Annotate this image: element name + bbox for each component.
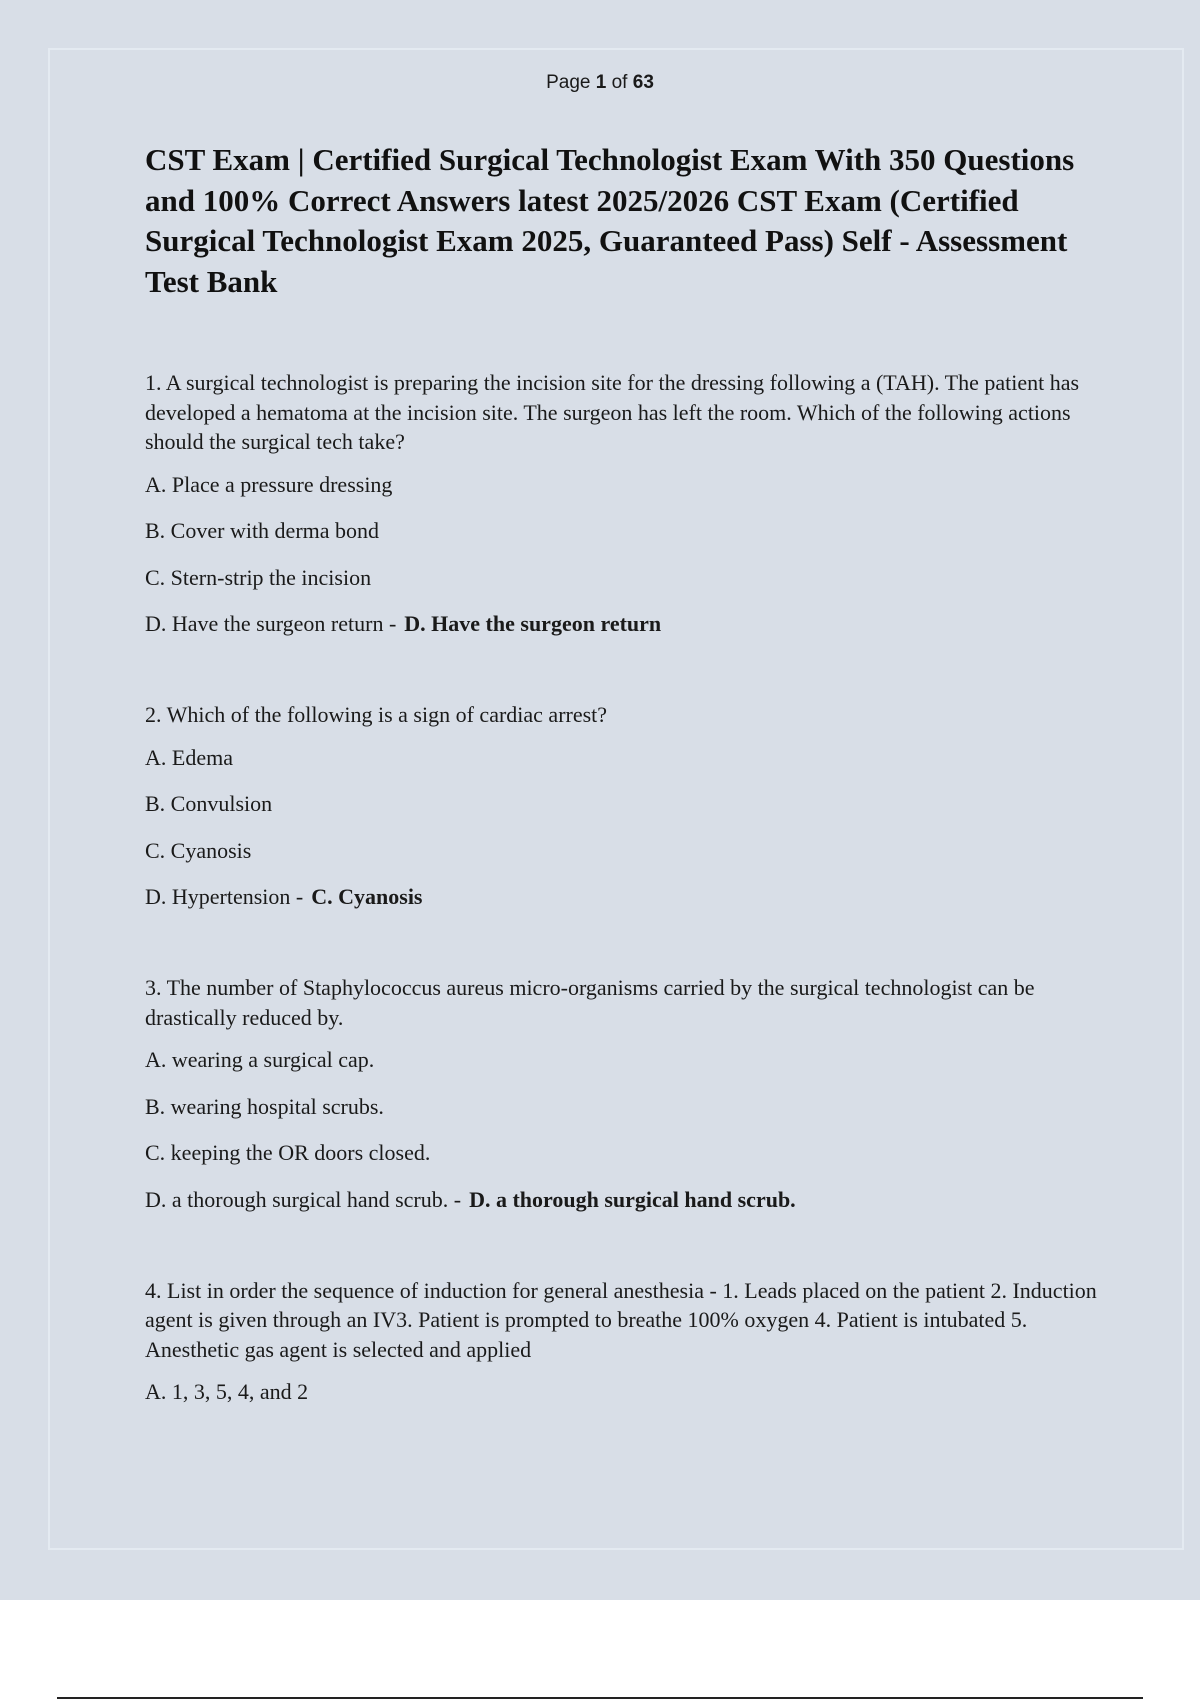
footer-divider	[57, 1697, 1143, 1699]
question-4	[145, 1276, 1105, 1407]
option-a: A. wearing a surgical cap.	[145, 1047, 375, 1072]
correct-answer: D. a thorough surgical hand scrub.	[469, 1186, 796, 1212]
option-d-with-answer	[145, 1186, 1105, 1214]
option-d-with-answer	[145, 610, 1105, 638]
option-c: C. Stern-strip the incision	[145, 564, 372, 590]
page-label: Page	[546, 72, 591, 93]
document-content	[145, 140, 1105, 1468]
question-stem: 3. The number of Staphylococcus aureus micro-organisms carried by the surgical technologist can be drastically reduced by.	[145, 975, 1035, 1030]
option-d: D. Hypertension -	[145, 884, 304, 909]
question-stem: 4. List in order the sequence of induction for general anesthesia - 1. Leads placed on the patient 2. Induction agent is given through an IV3. Patient is prompted to breathe 100% oxygen 4. Patient is intubated 5. Anesthetic gas agent is selected and applied	[145, 1277, 1097, 1362]
option-a: A. Edema	[145, 744, 233, 770]
option-d: D. Have the surgeon return -	[145, 611, 397, 636]
question-3	[145, 973, 1105, 1214]
option-d: D. a thorough surgical hand scrub. -	[145, 1186, 462, 1212]
document-title: CST Exam | Certified Surgical Technologist Exam With 350 Questions and 100% Correct Answers latest 2025/2026 CST Exam (Certified Surgical Technologist Exam 2025, Guaranteed Pass) Self - Assessment Test Bank	[145, 142, 1075, 299]
question-stem: 2. Which of the following is a sign of cardiac arrest?	[145, 702, 608, 727]
option-c: C. Cyanosis	[145, 837, 252, 863]
option-d-with-answer	[145, 883, 1105, 911]
option-b: B. Cover with derma bond	[145, 518, 380, 543]
option-a: A. Place a pressure dressing	[145, 471, 393, 497]
option-a: A. 1, 3, 5, 4, and 2	[145, 1379, 309, 1404]
option-b: B. Convulsion	[145, 791, 273, 816]
question-stem: 1. A surgical technologist is preparing the incision site for the dressing following a (TAH). The patient has developed a hematoma at the incision site. The surgeon has left the room. Which of the following actions should the surgical tech take?	[145, 370, 1080, 454]
correct-answer: D. Have the surgeon return	[404, 611, 662, 636]
page-number	[0, 72, 1200, 94]
option-c: C. keeping the OR doors closed.	[145, 1140, 431, 1165]
question-2	[145, 700, 1105, 911]
question-1	[145, 368, 1105, 638]
correct-answer: C. Cyanosis	[311, 884, 423, 909]
page-total: 63	[632, 72, 654, 93]
page-current: 1	[595, 72, 607, 93]
page-of: of	[611, 72, 628, 93]
option-b: B. wearing hospital scrubs.	[145, 1093, 384, 1119]
